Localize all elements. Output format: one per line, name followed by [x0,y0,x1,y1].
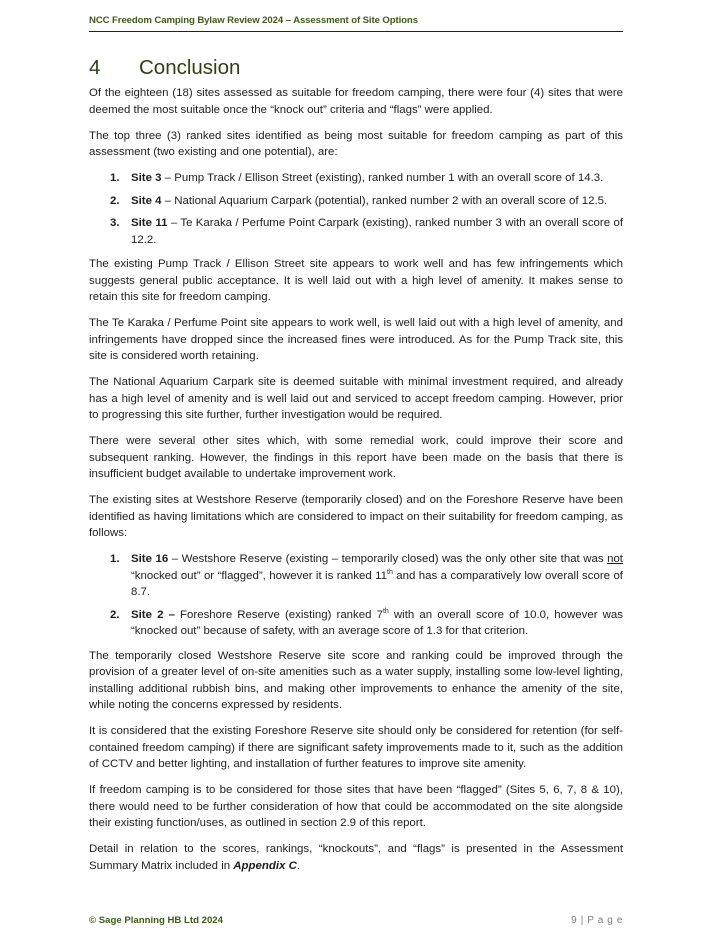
paragraph: Of the eighteen (18) sites assessed as suitable for freedom camping, there were four (4) sites that were deemed the most suitable once the “knock out” criteria and “flags” were applied. [89,87,623,116]
paragraph-text: Detail in relation to the scores, rankings, “knockouts”, and “flags” is presented in the Assessment Summary Matrix included in [89,843,623,872]
page-footer [89,915,623,929]
list-text: Foreshore Reserve (existing) ranked 7 [174,608,383,621]
paragraph: The existing sites at Westshore Reserve (temporarily closed) and on the Foreshore Reserve have been identified as having limitations which are considered to impact on their suitability for freedom camping, as follows: [89,494,623,539]
paragraph [89,841,623,874]
limited-sites-list [89,551,623,640]
top-sites-list [89,170,623,248]
list-text: – Te Karaka / Perfume Point Carpark (existing), ranked number 3 with an overall score of 12.2. [131,217,624,246]
paragraph: If freedom camping is to be considered for those sites that have been “flagged” (Sites 5, 6, 7, 8 & 10), there would need to be further consideration of how that could be accommodated on the site alongside their existing function/uses, as outlined in section 2.9 of this report. [89,784,623,829]
paragraph: The temporarily closed Westshore Reserve site score and ranking could be improved through the provision of a greater level of on-site amenities such as a water supply, installing some low-level lighting, installing additional rubbish bins, and making other improvements to enhance the amenity of the site, while noting the concerns expressed by residents. [89,649,623,711]
appendix-reference: Appendix C [233,859,297,872]
emphasis-not: not [607,553,623,565]
site-label: Site 4 [131,194,162,207]
superscript: th [382,607,389,615]
list-number: 1. [110,172,120,184]
list-item [89,607,623,640]
document-body [89,56,623,884]
page-number: 9 | P a g e [571,915,623,926]
paragraph: There were several other sites which, with some remedial work, could improve their score and subsequent ranking. However, the findings in this report have been made on the basis that there is insufficient budget available to undertake improvement work. [89,435,623,480]
copyright-text: © Sage Planning HB Ltd 2024 [89,915,223,926]
list-number: 3. [110,217,120,229]
paragraph-text: . [296,859,301,872]
site-label: Site 2 – [131,608,175,621]
list-number: 2. [110,194,120,207]
paragraph: The Te Karaka / Perfume Point site appears to work well, is well laid out with a high level of amenity, and infringements have dropped since the increased fines were introduced. As for the Pump Track site, this site is considered worth retaining. [89,317,623,362]
section-number: 4 [89,56,101,79]
header-title: NCC Freedom Camping Bylaw Review 2024 – Assessment of Site Options [89,15,418,26]
paragraph: The existing Pump Track / Ellison Street site appears to work well and has few infringements which suggests general public acceptance. It is well laid out with a high level of amenity. It makes sense to retain this site for freedom camping. [89,258,623,303]
list-number: 1. [110,553,120,565]
list-text: with an overall score of 10.0, however was “knocked out” because of safety, with an average score of 1.3 for that criterion. [131,608,623,637]
list-item [89,170,623,187]
list-text: – Westshore Reserve (existing – temporarily closed) was the only other site that was [168,553,608,565]
page-header [89,11,623,32]
superscript: th [387,568,393,576]
list-item [89,551,623,601]
section-heading [89,56,623,80]
paragraph: It is considered that the existing Foreshore Reserve site should only be considered for retention (for self-contained freedom camping) if there are significant safety improvements made to it, such as the addition of CCTV and better lighting, and installation of further features to improve site amenity. [89,725,623,770]
list-item [89,215,623,248]
list-text: and has a comparatively low overall score of 8.7. [131,569,623,598]
paragraph: The National Aquarium Carpark site is deemed suitable with minimal investment required, and already has a high level of amenity and is well laid out and serviced to accept freedom camping. However, prior to progressing this site further, further investigation would be required. [89,376,623,421]
list-number: 2. [110,608,120,621]
list-text: “knocked out” or “flagged”, however it is ranked 11 [131,569,387,582]
site-label: Site 16 [131,553,169,565]
site-label: Site 11 [131,217,168,229]
paragraph: The top three (3) ranked sites identified as being most suitable for freedom camping as part of this assessment (two existing and one potential), are: [89,129,623,158]
list-item [89,193,623,210]
list-text: – National Aquarium Carpark (potential), ranked number 2 with an overall score of 12.5. [161,194,608,207]
section-title: Conclusion [139,56,241,79]
list-text: – Pump Track / Ellison Street (existing), ranked number 1 with an overall score of 14.3. [161,172,604,184]
site-label: Site 3 [131,172,162,184]
